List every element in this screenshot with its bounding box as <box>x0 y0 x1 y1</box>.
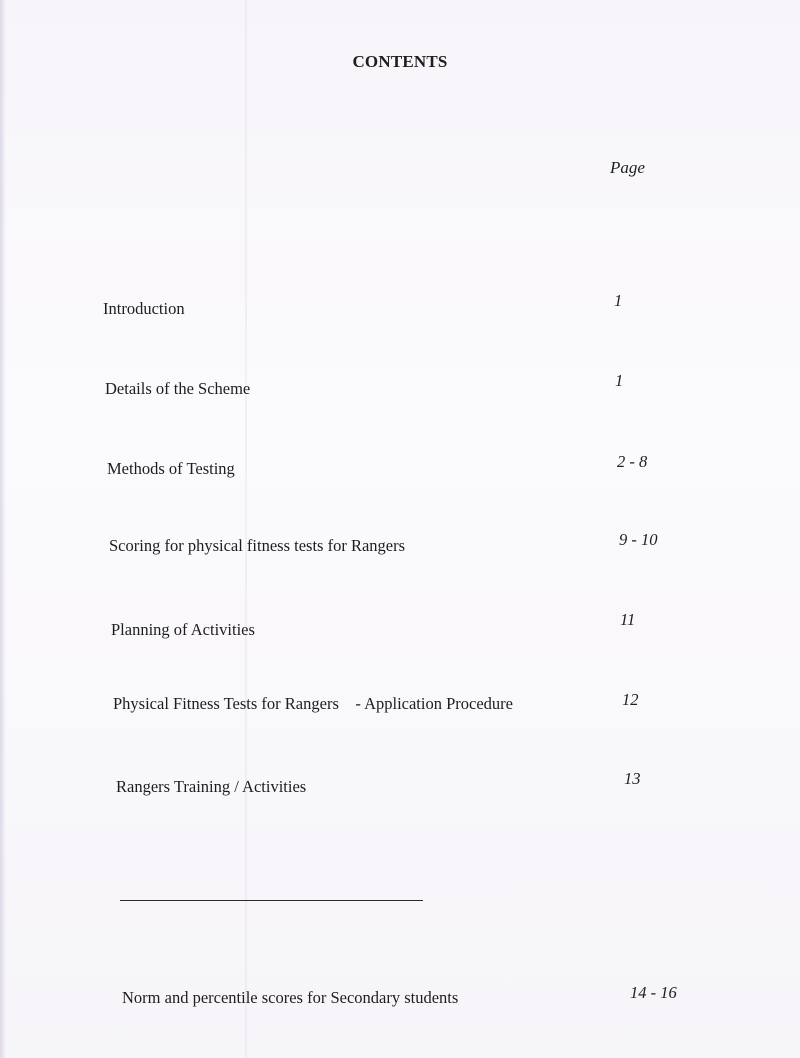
page-title: CONTENTS <box>352 52 448 71</box>
toc-entry-label: Planning of Activities <box>111 620 255 639</box>
page-column-heading: Page <box>610 158 645 177</box>
toc-entry-label: Physical Fitness Tests for Rangers - Application Procedure <box>113 694 513 713</box>
toc-entry-page: 2 - 8 <box>617 452 648 471</box>
toc-entry-page: 11 <box>620 610 636 629</box>
toc-entry-label: Methods of Testing <box>107 459 235 478</box>
toc-entry-page: 12 <box>622 690 639 709</box>
scan-edge <box>0 0 6 1058</box>
toc-entry-label: Rangers Training / Activities <box>116 777 307 796</box>
section-divider <box>120 900 423 901</box>
toc-appendix-entry-label: Norm and percentile scores for Secondary students <box>122 988 459 1007</box>
toc-entry-label: Scoring for physical fitness tests for Rangers <box>109 536 406 555</box>
toc-entry-label: Introduction <box>103 299 185 318</box>
toc-entry-page: 1 <box>615 371 624 390</box>
toc-appendix-entry-page: 14 - 16 <box>630 983 677 1002</box>
toc-entry-page: 13 <box>624 769 641 788</box>
toc-entry-label: Details of the Scheme <box>105 379 251 398</box>
toc-entry-page: 1 <box>614 291 623 310</box>
toc-entry-page: 9 - 10 <box>619 530 658 549</box>
